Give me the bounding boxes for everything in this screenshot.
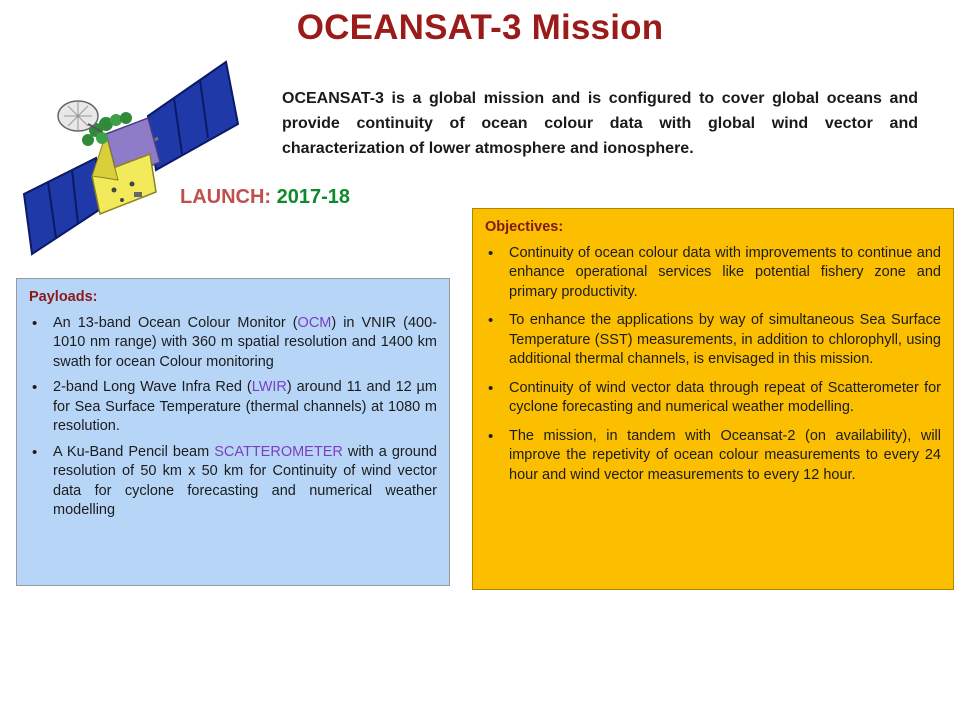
item-text: with a ground resolution of 50 km x 50 km for Continuity of wind vector data for cyclone forecasting and numerical weather modelling xyxy=(53,443,437,518)
list-item xyxy=(29,378,437,437)
solar-panel-left xyxy=(24,158,102,254)
list-item: • Continuity of ocean colour data with improvements to continue and enhance operational services like potential fishery zone and primary productivity. xyxy=(485,244,941,303)
page-title: OCEANSAT-3 Mission xyxy=(296,8,664,47)
item-text: ) around 11 and 12 µm for Sea Surface Temperature (thermal channels) at 1080 m resolution. xyxy=(53,379,437,434)
list-item: • The mission, in tandem with Oceansat-2 (on availability), will improve the repetivity of ocean colour measurements to every 24 hour and wind vector measurements to every 12 hour. xyxy=(485,427,941,486)
launch-value: 2017-18 xyxy=(276,186,351,208)
launch-label: LAUNCH: xyxy=(180,186,272,208)
item-text: 2-band Long Wave Infra Red ( xyxy=(53,379,252,395)
dish-antenna xyxy=(58,101,102,132)
objectives-list xyxy=(485,244,941,486)
list-item: • Continuity of wind vector data through repeat of Scatterometer for cyclone forecasting and numerical weather modelling. xyxy=(485,379,941,418)
highlight-term: LWIR xyxy=(251,379,287,395)
launch-info xyxy=(180,186,350,209)
payloads-list xyxy=(29,314,437,521)
objectives-box xyxy=(472,208,954,590)
highlight-term: SCATTEROMETER xyxy=(214,443,343,460)
payloads-box xyxy=(16,278,450,586)
list-item xyxy=(29,443,437,521)
solar-panel-right xyxy=(148,62,238,170)
highlight-term: OCM xyxy=(297,314,332,331)
item-text: ) in VNIR (400-1010 nm range) with 360 m spatial resolution and 1400 km swath for ocean Colour monitoring xyxy=(53,314,437,370)
list-item: • To enhance the applications by way of simultaneous Sea Surface Temperature (SST) measurements, in addition to chlorophyll, using additional thermal channels, is envisaged in this mission. xyxy=(485,311,941,370)
satellite-icon xyxy=(22,58,240,258)
mission-intro: OCEANSAT-3 is a global mission and is configured to cover global oceans and provide continuity of ocean colour data with global wind vector and characterization of lower atmosphere and ionosphere. xyxy=(282,90,918,157)
list-item xyxy=(29,314,437,373)
item-text: A Ku-Band Pencil beam xyxy=(53,443,215,460)
item-text: An 13-band Ocean Colour Monitor ( xyxy=(53,314,298,331)
payloads-heading: Payloads: xyxy=(29,289,98,305)
objectives-heading: Objectives: xyxy=(485,219,564,235)
